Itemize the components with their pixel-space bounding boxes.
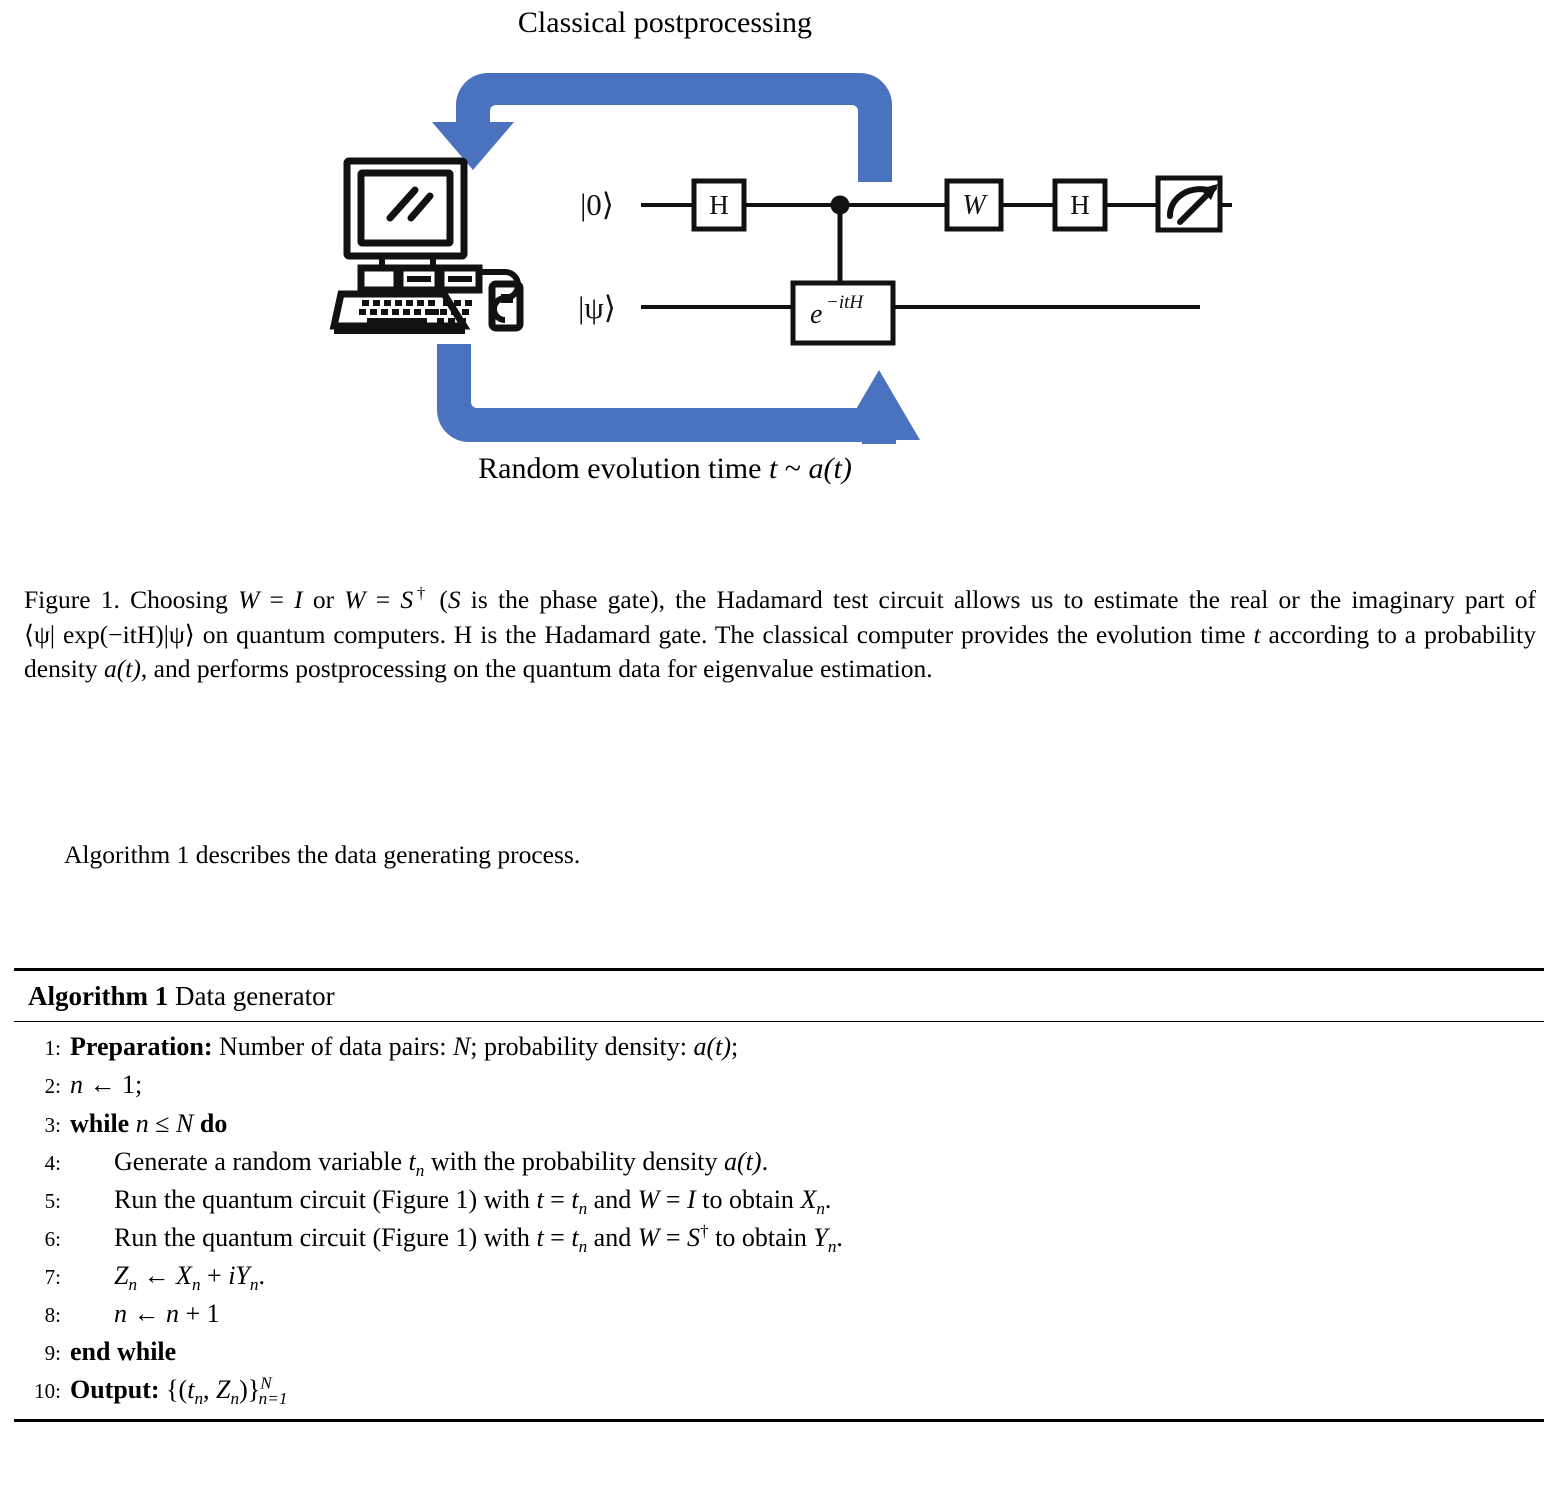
- algorithm-line: [14, 1371, 1544, 1409]
- algorithm-header: [14, 971, 1544, 1021]
- control-dot: [831, 196, 850, 215]
- gate-h-2: [1055, 181, 1105, 229]
- algorithm-line-text: n ← 1;: [70, 1070, 143, 1100]
- body-paragraph: Algorithm 1 describes the data generating process.: [64, 840, 581, 869]
- caption-eq1: =: [259, 585, 295, 614]
- bottom-label-tilde: ~: [777, 452, 809, 485]
- caption-i1: I: [294, 585, 303, 614]
- figure-top-label: Classical postprocessing: [517, 6, 813, 39]
- caption-braket: ⟨ψ| exp(−itH)|ψ⟩: [24, 619, 195, 649]
- algorithm-block: [14, 968, 1544, 1422]
- algorithm-title-rest: Data generator: [168, 981, 335, 1011]
- algorithm-line: [14, 1333, 1544, 1371]
- measurement-gate-icon: [1158, 178, 1220, 230]
- gate-evolution: [793, 283, 893, 343]
- caption-p4: is the phase gate), the Hadamard test circuit allows us to estimate the real or the imaginary part of: [460, 585, 1536, 614]
- top-feedback-arrow: [432, 73, 892, 182]
- algorithm-line-number: 2:: [44, 1074, 61, 1099]
- caption-p5: on quantum computers. H is the Hadamard gate. The classical computer provides the evolution time: [194, 619, 1254, 649]
- caption-p7: , and performs postprocessing on the quantum data for eigenvalue estimation.: [140, 654, 933, 684]
- algorithm-line-text: $Z_n$ ← $X_n + iY_n$.: [114, 1260, 265, 1294]
- caption-w2: W: [344, 585, 366, 614]
- algorithm-steps: [14, 1022, 1544, 1419]
- caption-p2: or: [302, 585, 345, 614]
- caption-t1: t: [1253, 619, 1261, 649]
- algorithm-line-number: 6:: [44, 1226, 61, 1251]
- svg-text:e: e: [810, 299, 823, 330]
- svg-text:−itH: −itH: [826, 292, 864, 313]
- algorithm-line-text: end while: [70, 1336, 177, 1366]
- algorithm-line: [14, 1028, 1544, 1066]
- figure-diagram: [0, 0, 1558, 520]
- algorithm-line-number: 7:: [44, 1264, 61, 1289]
- bottom-label-a: a(t): [808, 452, 852, 485]
- caption-a1: a(t): [104, 654, 141, 684]
- classical-computer-icon: [334, 161, 520, 331]
- caption-p3: (: [429, 585, 448, 614]
- algorithm-line-text: Run the quantum circuit (Figure 1) with $t = t_n$ and W = I to obtain $X_n$.: [114, 1184, 832, 1218]
- algorithm-line-text: Generate a random variable $t_n$ with the probability density a(t).: [114, 1146, 769, 1180]
- caption-p6: according to a probability density: [24, 619, 1536, 684]
- quantum-circuit: [578, 178, 1232, 343]
- algorithm-line-text: Output: {($t_n$, $Z_n)\}^N_{n=1}$: [70, 1373, 288, 1409]
- svg-text:W: W: [962, 190, 986, 221]
- algorithm-line: [14, 1257, 1544, 1295]
- algorithm-line-number: 1:: [44, 1036, 61, 1061]
- figure-bottom-label: [0, 452, 1330, 486]
- bottom-label-prefix: Random evolution time: [478, 452, 769, 485]
- algorithm-line-number: 10:: [34, 1379, 61, 1404]
- algorithm-line-text: Preparation: Number of data pairs: N; probability density: a(t);: [70, 1032, 739, 1062]
- bottom-feedback-arrow: [437, 344, 920, 444]
- svg-text:H: H: [1070, 190, 1090, 220]
- gate-w: [947, 181, 1001, 229]
- algorithm-rule-bottom: [14, 1419, 1544, 1422]
- algorithm-line-number: 3:: [44, 1112, 61, 1137]
- algorithm-line: [14, 1219, 1544, 1257]
- label-qubit1: |ψ⟩: [578, 290, 616, 325]
- algorithm-title-bold: Algorithm 1: [28, 981, 169, 1011]
- algorithm-line: [14, 1295, 1544, 1333]
- algorithm-line: [14, 1105, 1544, 1143]
- figure-caption: [24, 583, 1536, 687]
- svg-text:H: H: [709, 190, 729, 220]
- caption-w1: W: [238, 585, 260, 614]
- caption-s2: S: [447, 585, 461, 614]
- algorithm-line-text: while n ≤ N do: [70, 1108, 228, 1138]
- caption-label: Figure 1.: [24, 585, 120, 614]
- algorithm-line-number: 9:: [44, 1340, 61, 1365]
- algorithm-line: [14, 1143, 1544, 1181]
- algorithm-line: [14, 1181, 1544, 1219]
- caption-dagger: †: [413, 583, 430, 603]
- label-qubit0: |0⟩: [580, 187, 614, 222]
- caption-eq2: =: [365, 585, 401, 614]
- caption-s1: S: [400, 585, 414, 614]
- algorithm-line-text: Run the quantum circuit (Figure 1) with $t = t_n$ and W = S† to obtain $Y_n$.: [114, 1221, 843, 1256]
- gate-h-1: [694, 181, 744, 229]
- bottom-label-t: t: [768, 452, 778, 485]
- figure-svg: [0, 0, 1558, 520]
- algorithm-line-text: n ← n + 1: [114, 1298, 220, 1328]
- algorithm-line: [14, 1066, 1544, 1104]
- algorithm-line-number: 8:: [44, 1302, 61, 1327]
- caption-p1: Choosing: [119, 585, 239, 614]
- algorithm-line-number: 5:: [44, 1188, 61, 1213]
- algorithm-line-number: 4:: [44, 1150, 61, 1175]
